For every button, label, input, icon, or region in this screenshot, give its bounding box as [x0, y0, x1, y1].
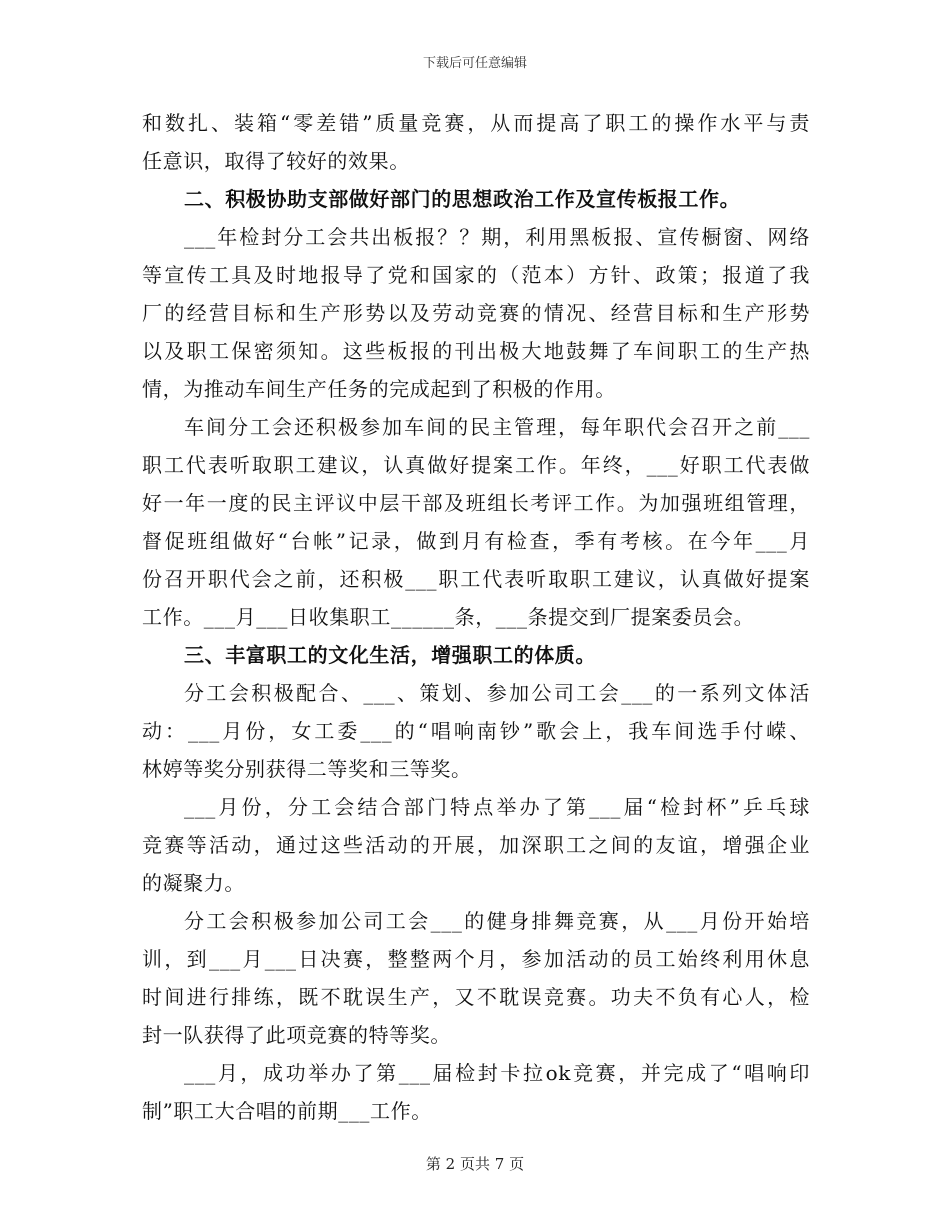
- body-line: 好一年一度的民主评议中层干部及班组长考评工作。为加强班组管理，: [142, 491, 810, 515]
- body-line: 动：___月份，女工委___的“唱响南钞”歌会上，我车间选手付嵘、: [142, 719, 810, 743]
- body-line: 竞赛等活动，通过这些活动的开展，加深职工之间的友谊，增强企业: [142, 833, 810, 857]
- body-line: 训，到___月___日决赛，整整两个月，参加活动的员工始终利用休息: [142, 947, 810, 971]
- body-line: 工作。___月___日收集职工______条，___条提交到厂提案委员会。: [142, 605, 755, 629]
- body-line: ___月，成功举办了第___届检封卡拉ok竞赛，并完成了“唱响印: [184, 1061, 810, 1085]
- body-line: 分工会积极配合、___、策划、参加公司工会___的一系列文体活: [184, 681, 810, 705]
- body-line: 份召开职代会之前，还积极___职工代表听取职工建议，认真做好提案: [142, 567, 810, 591]
- body-line: 的凝聚力。: [142, 871, 245, 895]
- body-line: 和数扎、装箱“零差错”质量竞赛，从而提高了职工的操作水平与责: [142, 111, 810, 135]
- body-line: ___月份，分工会结合部门特点举办了第___届“检封杯”乒乓球: [184, 795, 810, 819]
- body-line: 封一队获得了此项竞赛的特等奖。: [142, 1023, 451, 1047]
- body-line: 等宣传工具及时地报导了党和国家的（范本）方针、政策；报道了我: [142, 263, 810, 287]
- body-line: 职工代表听取职工建议，认真做好提案工作。年终，___好职工代表做: [142, 453, 810, 477]
- page-number: 第 2 页共 7 页: [425, 1155, 525, 1173]
- body-line: 督促班组做好“台帐”记录，做到月有检查，季有考核。在今年___月: [142, 529, 810, 553]
- body-line: ___年检封分工会共出板报？？期，利用黑板报、宣传橱窗、网络: [184, 225, 810, 249]
- section-heading: 三、丰富职工的文化生活，增强职工的体质。: [184, 643, 596, 667]
- body-line: 林婷等奖分别获得二等奖和三等奖。: [142, 757, 472, 781]
- body-line: 厂的经营目标和生产形势以及劳动竞赛的情况、经营目标和生产形势: [142, 301, 810, 325]
- document-body: [142, 104, 810, 1130]
- body-line: 任意识，取得了较好的效果。: [142, 149, 410, 173]
- body-line: 制”职工大合唱的前期___工作。: [142, 1099, 432, 1123]
- body-line: 分工会积极参加公司工会___的健身排舞竞赛，从___月份开始培: [184, 909, 810, 933]
- body-line: 情，为推动车间生产任务的完成起到了积极的作用。: [142, 377, 616, 401]
- page-header-note: 下载后可任意编辑: [422, 56, 527, 71]
- section-heading: 二、积极协助支部做好部门的思想政治工作及宣传板报工作。: [184, 187, 741, 211]
- body-line: 以及职工保密须知。这些板报的刊出极大地鼓舞了车间职工的生产热: [142, 339, 810, 363]
- body-line: 时间进行排练，既不耽误生产，又不耽误竞赛。功夫不负有心人，检: [142, 985, 810, 1009]
- body-line: 车间分工会还积极参加车间的民主管理，每年职代会召开之前___: [184, 415, 810, 439]
